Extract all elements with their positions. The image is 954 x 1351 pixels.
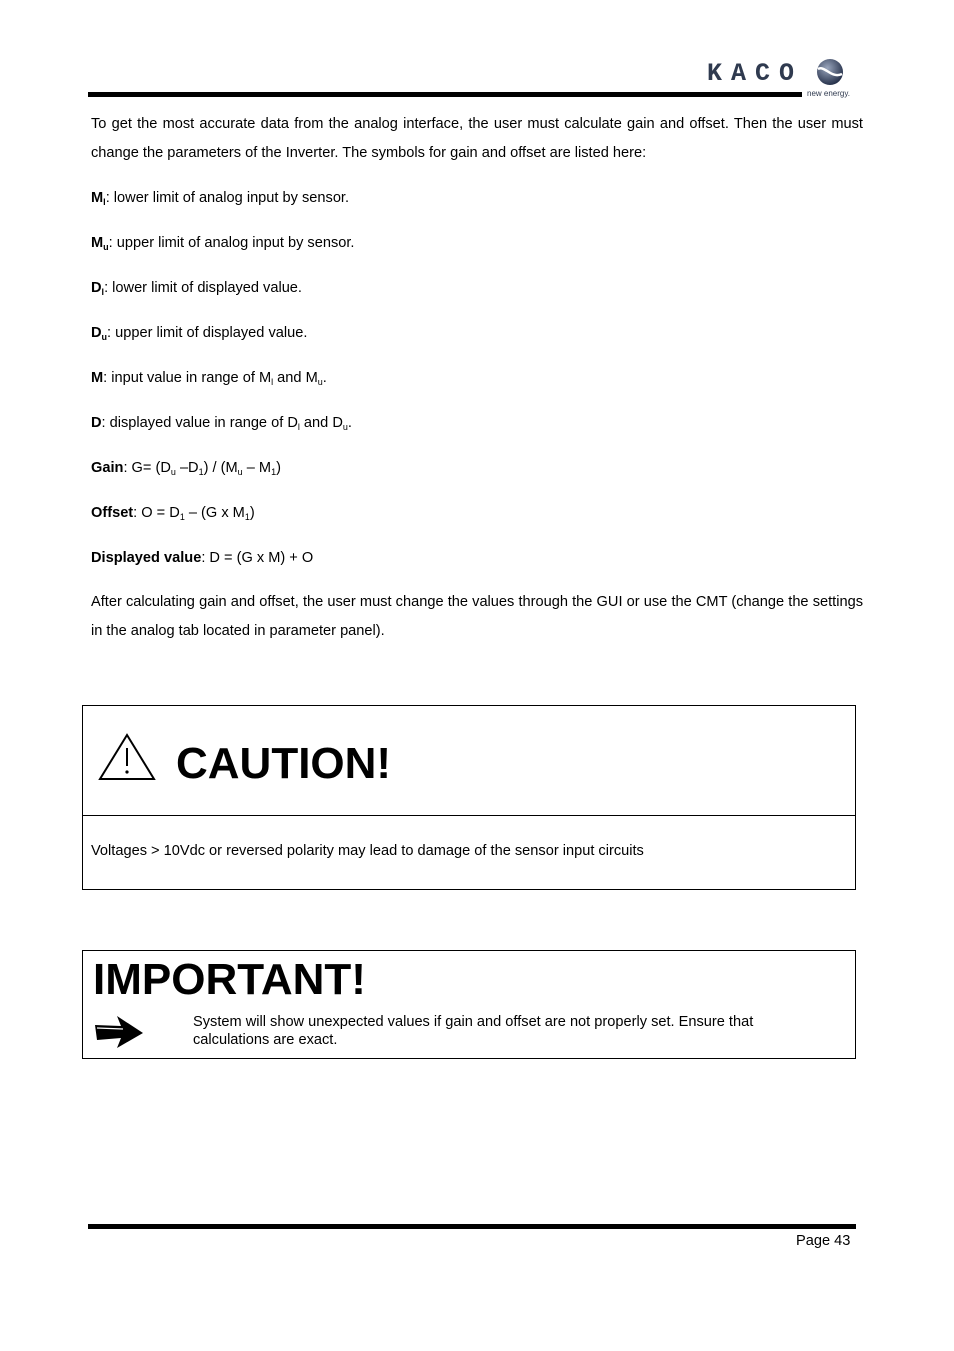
outro-paragraph: After calculating gain and offset, the user must change the values through the GUI or use the CMT (change the settings in the analog tab located in parameter panel). — [91, 594, 863, 639]
document-body — [91, 110, 863, 646]
intro-paragraph: To get the most accurate data from the analog interface, the user must calculate gain and offset. Then the user must change the parameters of the Inverter. The symbols for gain and offset are listed here: — [91, 116, 863, 161]
definition-dl: $D_l$: lower limit of displayed value. — [91, 280, 302, 297]
arrow-right-icon — [93, 1014, 145, 1050]
logo-wordmark: KACO — [707, 59, 804, 88]
definition-m: M: input value in range of $M_l$ and $M_u$. — [91, 370, 327, 387]
header-rule — [88, 92, 802, 97]
logo-swoosh-icon — [815, 57, 845, 87]
logo-tagline: new energy. — [807, 89, 850, 98]
formula-displayed-value: Displayed value: D = (G x M) + O — [91, 550, 314, 566]
important-title: IMPORTANT! — [93, 955, 366, 1004]
caution-title: CAUTION! — [176, 739, 392, 788]
definition-mu: $M_u$: upper limit of analog input by sensor. — [91, 235, 355, 252]
important-box — [82, 950, 856, 1059]
formula-offset: Offset: $O = D_1 - (G$ x $M_1$) — [91, 505, 255, 522]
important-text: System will show unexpected values if gain and offset are not properly set. Ensure that calculations are exact. — [193, 1014, 754, 1048]
page-number: Page 43 — [796, 1233, 851, 1249]
warning-triangle-icon — [97, 732, 157, 782]
caution-text: Voltages > 10Vdc or reversed polarity may lead to damage of the sensor input circuits — [91, 843, 644, 859]
definition-ml: $M_l$: lower limit of analog input by sensor. — [91, 190, 350, 207]
definition-du: $D_u$: upper limit of displayed value. — [91, 325, 308, 342]
footer-rule — [88, 1224, 856, 1229]
formula-gain: Gain: $G= (D_u$ $-D_1) / (M_u - M_1)$ — [91, 460, 281, 477]
definition-d: D: displayed value in range of $D_l$ and $D_u$. — [91, 415, 352, 432]
caution-box — [82, 705, 856, 890]
caution-header — [83, 706, 855, 816]
